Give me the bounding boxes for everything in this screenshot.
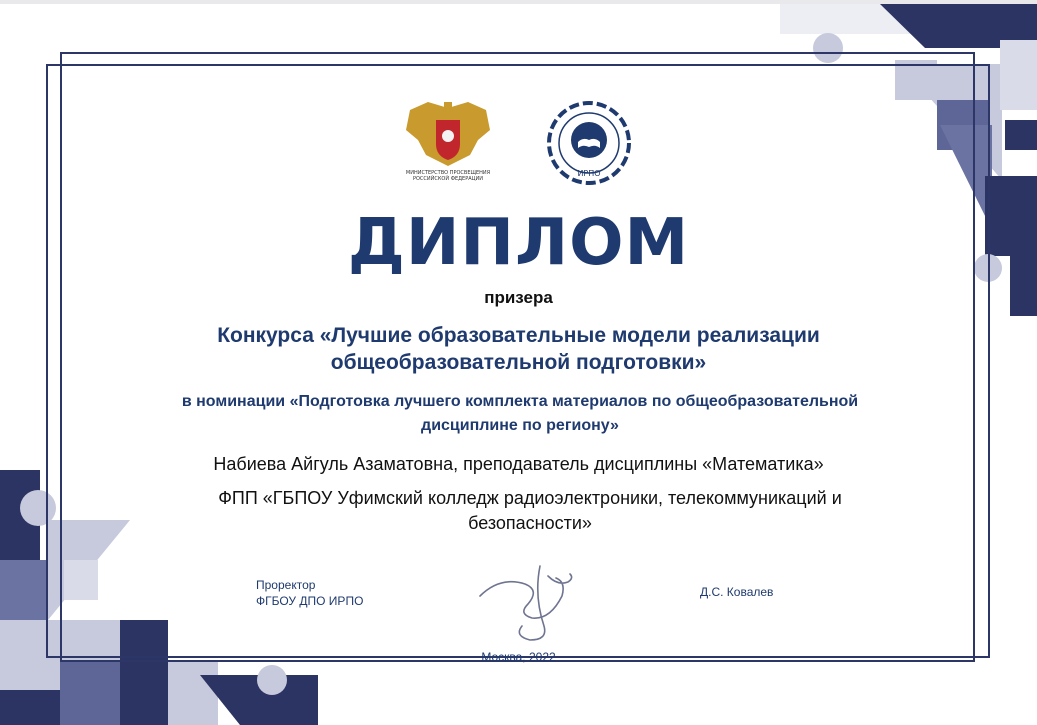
emblem-caption: МИНИСТЕРСТВО ПРОСВЕЩЕНИЯ РОССИЙСКОЙ ФЕДЕРАЦИИ — [405, 170, 491, 182]
nomination: в номинации «Подготовка лучшего комплекта материалов по общеобразовательной дисциплине по региону» — [181, 393, 859, 434]
eagle-emblem-icon — [398, 100, 498, 170]
ministry-emblem — [398, 100, 498, 190]
place-date: Москва, 2022 — [481, 650, 556, 664]
signatory-position: Проректор ФГБОУ ДПО ИРПО — [256, 578, 364, 608]
handwritten-signature — [470, 556, 590, 644]
contest-name: Конкурса «Лучшие образовательные модели реализации общеобразовательной подготовки» — [217, 324, 820, 374]
diploma-title: ДИПЛОМ — [347, 206, 690, 280]
irpo-text: ИРПО — [577, 169, 601, 178]
recipient-organization: ФПП «ГБПОУ Уфимский колледж радиоэлектроники, телекоммуникаций и безопасности» — [218, 488, 842, 533]
subtitle: призера — [484, 288, 553, 307]
recipient-name: Набиева Айгуль Азаматовна, преподаватель дисциплины «Математика» — [213, 454, 824, 474]
nomination-text: «Подготовка лучшего комплекта материалов по общеобразовательной — [289, 393, 859, 410]
nomination-lead: в номинации — [181, 393, 286, 410]
signatory-name: Д.С. Ковалев — [700, 585, 774, 599]
irpo-logo — [546, 100, 632, 186]
